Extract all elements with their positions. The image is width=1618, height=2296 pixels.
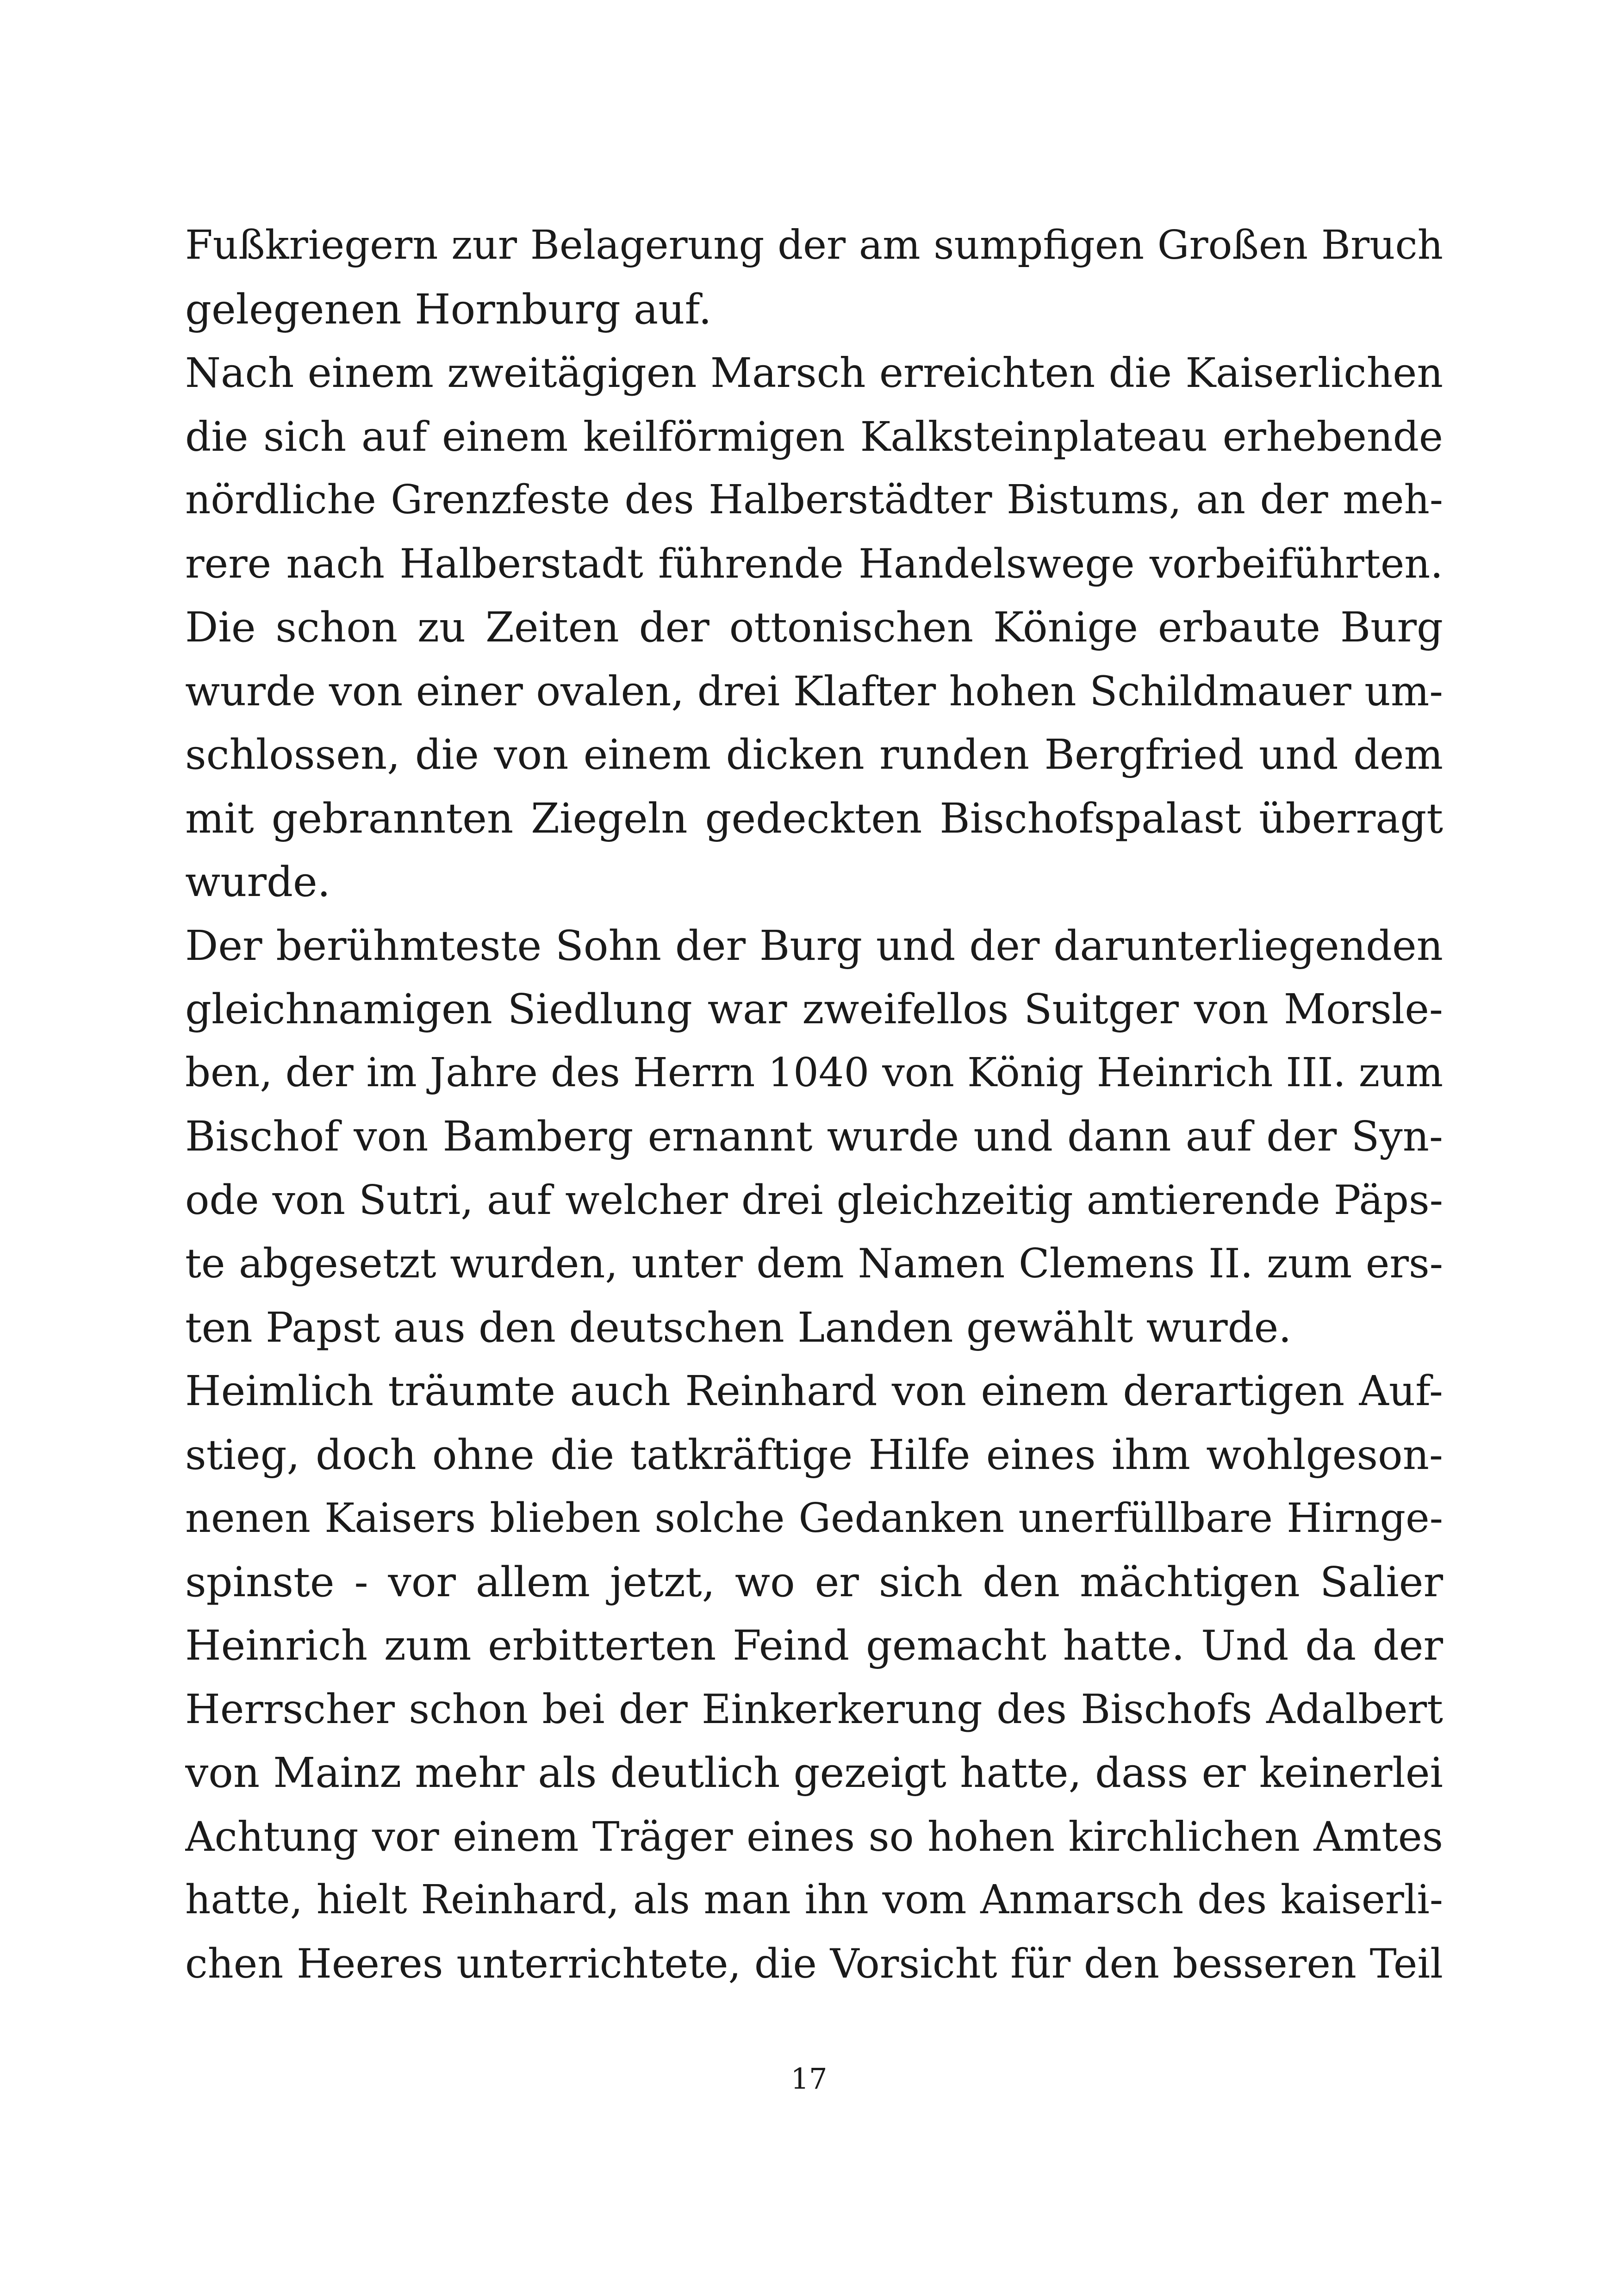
text-line: Der berühmteste Sohn der Burg und der darunterliegenden [185, 921, 1443, 970]
text-line: schlossen, die von einem dicken runden Bergfried und dem [185, 730, 1443, 778]
text-line: Heinrich zum erbitterten Feind gemacht hatte. Und da der [185, 1621, 1443, 1669]
text-line: spinste - vor allem jetzt, wo er sich den mächtigen Salier [185, 1557, 1443, 1606]
text-line: te abgesetzt wurden, unter dem Namen Clemens II. zum ers- [185, 1240, 1443, 1287]
text-line: Achtung vor einem Träger eines so hohen kirchlichen Amtes [185, 1812, 1443, 1860]
page-number: 17 [790, 2062, 828, 2096]
text-line: von Mainz mehr als deutlich gezeigt hatte, dass er keinerlei [185, 1748, 1443, 1797]
text-line: wurde. [185, 858, 330, 906]
text-line: stieg, doch ohne die tatkräftige Hilfe eines ihm wohlgeson- [185, 1430, 1443, 1479]
text-line: Herrscher schon bei der Einkerkerung des Bischofs Adalbert [185, 1685, 1443, 1733]
text-line: Fußkriegern zur Belagerung der am sumpfigen Großen Bruch [185, 222, 1443, 268]
text-line: Heimlich träumte auch Reinhard von einem derartigen Auf- [185, 1367, 1443, 1415]
text-line: gelegenen Hornburg auf. [185, 285, 712, 333]
text-line: ode von Sutri, auf welcher drei gleichzeitig amtierende Päps- [185, 1176, 1443, 1224]
text-line: die sich auf einem keilförmigen Kalksteinplateau erhebende [185, 412, 1443, 460]
text-line: nenen Kaisers blieben solche Gedanken unerfüllbare Hirnge- [185, 1494, 1443, 1542]
text-line: rere nach Halberstadt führende Handelswege vorbeiführten. [185, 540, 1443, 587]
text-line: mit gebrannten Ziegeln gedeckten Bischofspalast überragt [185, 794, 1443, 842]
text-line: chen Heeres unterrichtete, die Vorsicht für den besseren Teil [185, 1940, 1443, 1987]
text-line: Bischof von Bamberg ernannt wurde und dann auf der Syn- [185, 1112, 1443, 1160]
text-line: Die schon zu Zeiten der ottonischen Könige erbaute Burg [185, 603, 1443, 651]
text-line: hatte, hielt Reinhard, als man ihn vom Anmarsch des kaiserli- [185, 1877, 1443, 1923]
text-line: wurde von einer ovalen, drei Klafter hohen Schildmauer um- [185, 667, 1443, 715]
text-line: gleichnamigen Siedlung war zweifellos Suitger von Morsle- [185, 985, 1443, 1033]
body-text [185, 214, 1443, 1996]
text-line: nördliche Grenzfeste des Halberstädter Bistums, an der meh- [185, 477, 1443, 523]
text-line: ten Papst aus den deutschen Landen gewählt wurde. [185, 1303, 1292, 1351]
text-line: Nach einem zweitägigen Marsch erreichten die Kaiserlichen [185, 349, 1443, 397]
text-line: ben, der im Jahre des Herrn 1040 von König Heinrich III. zum [185, 1049, 1443, 1096]
